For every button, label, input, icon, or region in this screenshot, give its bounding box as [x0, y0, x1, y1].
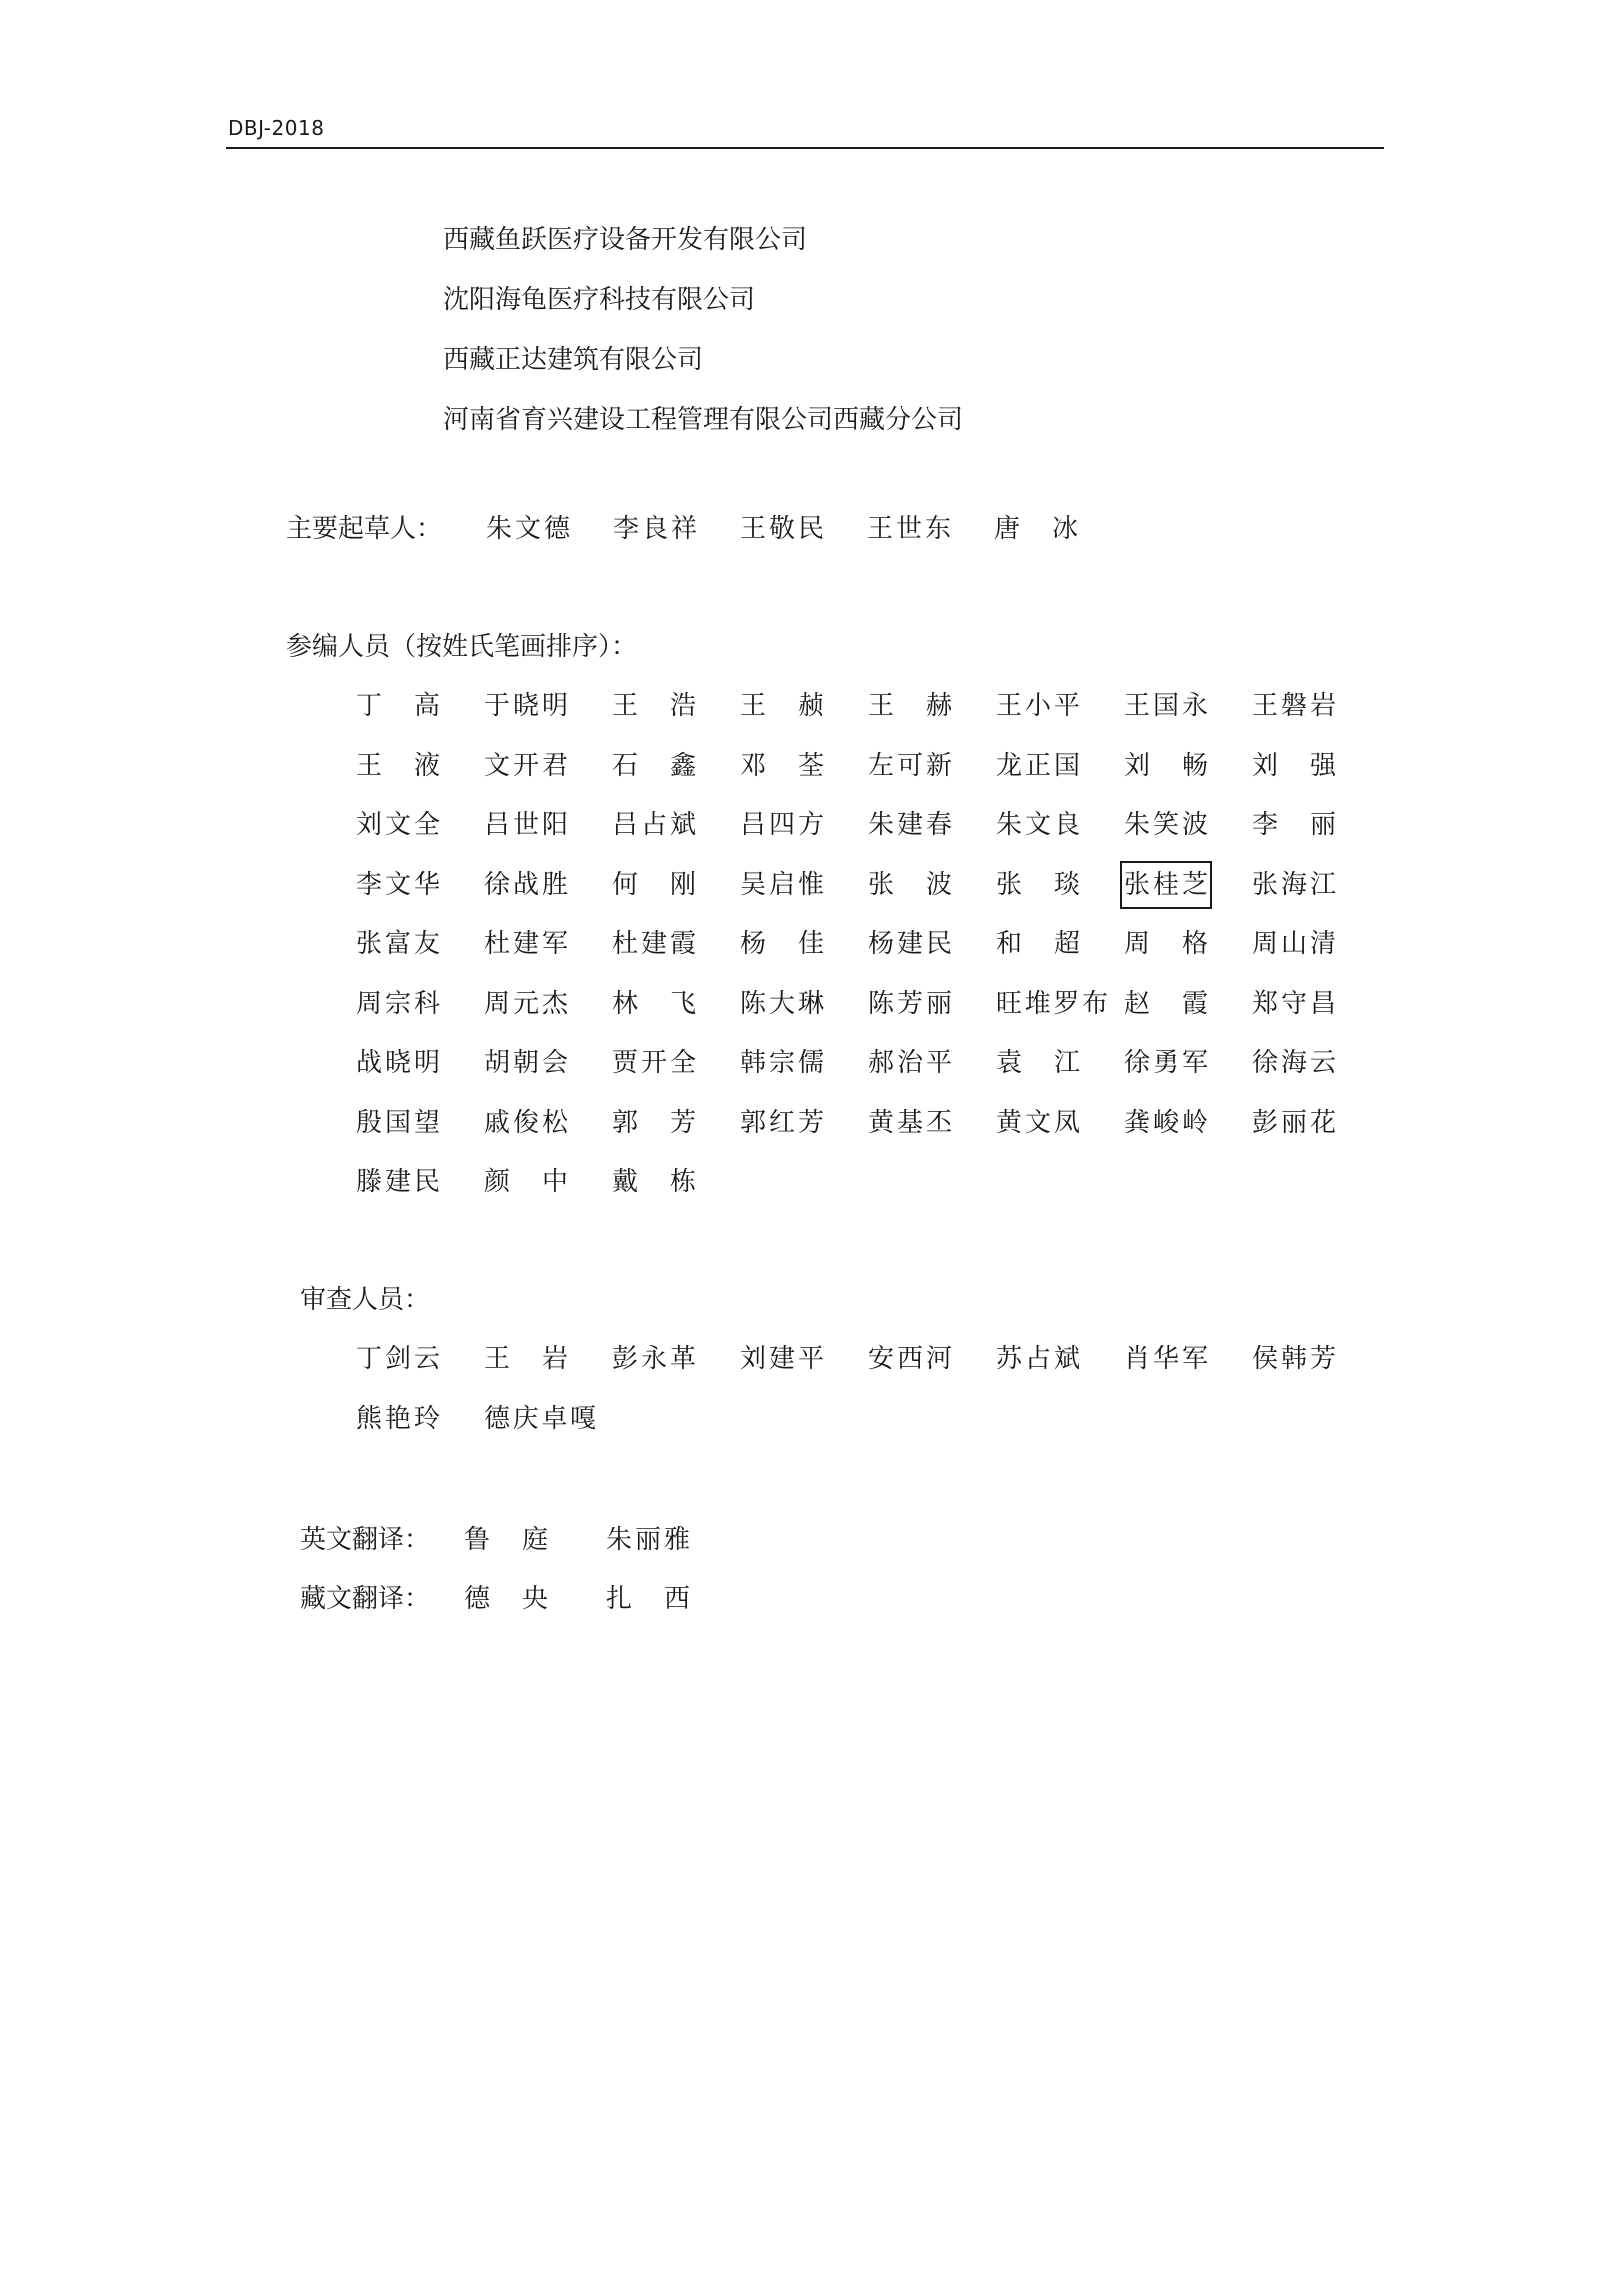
person-name-text: 韩宗儒 — [740, 1048, 824, 1078]
person-name — [1252, 1339, 1380, 1379]
person-name — [356, 1162, 484, 1202]
person-name — [1124, 924, 1252, 964]
person-name-text: 彭永革 — [612, 1344, 696, 1374]
person-name — [996, 865, 1124, 905]
person-name-text: 殷国望 — [356, 1107, 440, 1138]
person-name-text: 郑守昌 — [1252, 988, 1336, 1019]
person-name — [996, 984, 1124, 1024]
person-name-text: 林飞 — [612, 988, 696, 1019]
person-name — [612, 1043, 740, 1083]
person-name — [1124, 1339, 1252, 1379]
person-name-text: 戚俊松 — [484, 1107, 568, 1138]
person-name-text: 龙正国 — [996, 750, 1080, 781]
person-name-text: 朱建春 — [868, 810, 952, 840]
person-name-text: 贾开全 — [612, 1048, 696, 1078]
person-name — [740, 1339, 868, 1379]
person-name — [612, 924, 740, 964]
person-name — [740, 686, 868, 726]
organization-item: 西藏鱼跃医疗设备开发有限公司 — [443, 225, 808, 255]
person-name — [612, 686, 740, 726]
person-name-text: 龚峻岭 — [1124, 1107, 1208, 1138]
header-rule — [226, 147, 1384, 149]
person-name — [868, 1043, 996, 1083]
person-name — [996, 686, 1124, 726]
person-name-text: 吕四方 — [740, 810, 824, 840]
person-name-text: 刘畅 — [1124, 750, 1208, 781]
person-name — [740, 865, 868, 905]
person-name-text: 张海江 — [1252, 869, 1336, 900]
person-name-text: 刘强 — [1252, 750, 1336, 781]
person-name — [740, 746, 868, 786]
person-name — [740, 805, 868, 845]
person-name — [996, 746, 1124, 786]
person-name — [740, 1043, 868, 1083]
person-name-text: 肖华军 — [1124, 1344, 1208, 1374]
translator-name: 鲁庭 — [464, 1525, 548, 1555]
translator-name: 扎西 — [606, 1584, 690, 1614]
contributors-grid — [356, 686, 1380, 1222]
person-name-text: 李文华 — [356, 869, 440, 900]
person-name-text: 王磐岩 — [1252, 691, 1336, 721]
person-name — [484, 1103, 612, 1143]
drafters-label: 主要起草人： — [286, 514, 443, 544]
person-name — [1124, 686, 1252, 726]
person-name-text: 陈芳丽 — [868, 988, 952, 1019]
person-name-text: 彭丽花 — [1252, 1107, 1336, 1138]
person-name — [740, 984, 868, 1024]
person-name — [1124, 746, 1252, 786]
person-name — [868, 984, 996, 1024]
person-name-text: 丁高 — [356, 691, 440, 721]
person-name-text: 徐勇军 — [1124, 1048, 1208, 1078]
translator-name: 朱丽雅 — [606, 1525, 690, 1555]
person-name-text: 张琰 — [996, 869, 1080, 900]
person-name — [740, 924, 868, 964]
person-name-text: 周山清 — [1252, 929, 1336, 959]
reviewers-label: 审查人员： — [300, 1285, 431, 1315]
person-name — [612, 1103, 740, 1143]
person-name — [868, 805, 996, 845]
person-name-text: 侯韩芳 — [1252, 1344, 1336, 1374]
person-name-text: 李丽 — [1252, 810, 1336, 840]
organization-item: 西藏正达建筑有限公司 — [443, 345, 704, 375]
person-name — [996, 805, 1124, 845]
person-name — [1252, 746, 1380, 786]
person-name — [1252, 1103, 1380, 1143]
person-name-text: 战晓明 — [356, 1048, 440, 1078]
drafter-name: 朱文德 — [486, 514, 570, 544]
organization-list — [443, 210, 963, 450]
reviewers-grid — [356, 1339, 1380, 1458]
person-name-text: 张桂芝 — [1124, 865, 1208, 905]
person-name — [484, 1043, 612, 1083]
drafter-name: 王敬民 — [740, 514, 824, 544]
person-name-text: 徐海云 — [1252, 1048, 1336, 1078]
person-name — [1252, 865, 1380, 905]
person-name — [356, 924, 484, 964]
person-name — [356, 1339, 484, 1379]
person-name — [484, 805, 612, 845]
person-name-text: 熊艳玲 — [356, 1403, 440, 1434]
person-name-text: 胡朝会 — [484, 1048, 568, 1078]
person-name-text: 刘建平 — [740, 1344, 824, 1374]
person-name-text: 朱笑波 — [1124, 810, 1208, 840]
person-name-text: 杨建民 — [868, 929, 952, 959]
person-name-text: 张富友 — [356, 929, 440, 959]
person-name — [612, 1162, 740, 1202]
person-name-text: 郭红芳 — [740, 1107, 824, 1138]
person-name-text: 郝治平 — [868, 1048, 952, 1078]
english-translators-row — [300, 1520, 748, 1560]
person-name — [868, 924, 996, 964]
tibetan-translators-row — [300, 1579, 748, 1619]
drafter-name: 唐冰 — [994, 514, 1078, 544]
person-name-text: 郭芳 — [612, 1107, 696, 1138]
person-name-text: 王赪 — [740, 691, 824, 721]
person-name — [1252, 686, 1380, 726]
person-name-text: 张波 — [868, 869, 952, 900]
person-name-text: 黄文凤 — [996, 1107, 1080, 1138]
person-name — [996, 1339, 1124, 1379]
person-name-text: 德庆卓嘎 — [484, 1403, 596, 1434]
person-name-text: 王浩 — [612, 691, 696, 721]
person-name — [484, 1162, 612, 1202]
english-translators-label: 英文翻译： — [300, 1525, 431, 1555]
person-name — [484, 746, 612, 786]
drafters-list — [486, 509, 1121, 549]
person-name — [484, 686, 612, 726]
person-name-text: 于晓明 — [484, 691, 568, 721]
person-name-text: 安西河 — [868, 1344, 952, 1374]
person-name — [1252, 805, 1380, 845]
person-name-text: 徐战胜 — [484, 869, 568, 900]
person-name-text: 文开君 — [484, 750, 568, 781]
person-name — [868, 686, 996, 726]
person-name-text: 杜建军 — [484, 929, 568, 959]
person-name — [996, 1103, 1124, 1143]
person-name-text: 吴启惟 — [740, 869, 824, 900]
person-name-text: 左可新 — [868, 750, 952, 781]
person-name-text: 杨佳 — [740, 929, 824, 959]
person-name — [868, 865, 996, 905]
person-name-text: 周格 — [1124, 929, 1208, 959]
person-name-text: 和超 — [996, 929, 1080, 959]
organization-item: 沈阳海龟医疗科技有限公司 — [443, 285, 756, 315]
person-name-text: 吕占斌 — [612, 810, 696, 840]
person-name-text: 袁江 — [996, 1048, 1080, 1078]
person-name — [1252, 984, 1380, 1024]
person-name — [484, 1339, 612, 1379]
person-name — [356, 746, 484, 786]
person-name-text: 邓荃 — [740, 750, 824, 781]
person-name-text: 黄基丕 — [868, 1107, 952, 1138]
person-name — [1124, 1103, 1252, 1143]
person-name-text: 周元杰 — [484, 988, 568, 1019]
person-name — [868, 746, 996, 786]
person-name — [356, 1399, 484, 1439]
person-name — [1124, 865, 1252, 905]
organization-item: 河南省育兴建设工程管理有限公司西藏分公司 — [443, 405, 964, 435]
person-name-text: 何刚 — [612, 869, 696, 900]
person-name — [612, 865, 740, 905]
person-name-text: 刘文全 — [356, 810, 440, 840]
person-name-text: 王液 — [356, 750, 440, 781]
document-code: DBJ-2018 — [228, 116, 325, 140]
person-name — [484, 924, 612, 964]
person-name-text: 陈大琳 — [740, 988, 824, 1019]
person-name — [356, 865, 484, 905]
person-name-text: 戴栋 — [612, 1167, 696, 1197]
person-name — [1124, 984, 1252, 1024]
contributors-label: 参编人员（按姓氏笔画排序）： — [286, 632, 638, 662]
person-name-text: 王小平 — [996, 691, 1080, 721]
person-name — [612, 984, 740, 1024]
person-name — [612, 805, 740, 845]
person-name-text: 石鑫 — [612, 750, 696, 781]
person-name — [484, 984, 612, 1024]
person-name — [484, 865, 612, 905]
person-name — [356, 686, 484, 726]
person-name-text: 杜建霞 — [612, 929, 696, 959]
person-name-text: 赵霞 — [1124, 988, 1208, 1019]
person-name-text: 滕建民 — [356, 1167, 440, 1197]
person-name-text: 王岩 — [484, 1344, 568, 1374]
person-name-text: 苏占斌 — [996, 1344, 1080, 1374]
person-name-text: 旺堆罗布 — [996, 988, 1108, 1019]
translator-name: 德央 — [464, 1584, 548, 1614]
person-name — [356, 1043, 484, 1083]
person-name-text: 朱文良 — [996, 810, 1080, 840]
person-name — [612, 746, 740, 786]
person-name — [356, 805, 484, 845]
person-name-text: 王赫 — [868, 691, 952, 721]
person-name — [868, 1103, 996, 1143]
person-name — [612, 1339, 740, 1379]
drafter-name: 李良祥 — [613, 514, 697, 544]
drafter-name: 王世东 — [867, 514, 951, 544]
person-name — [1252, 924, 1380, 964]
person-name-text: 颜中 — [484, 1167, 568, 1197]
person-name — [484, 1399, 612, 1439]
person-name-text: 周宗科 — [356, 988, 440, 1019]
person-name-text: 吕世阳 — [484, 810, 568, 840]
person-name — [1124, 1043, 1252, 1083]
person-name — [356, 984, 484, 1024]
tibetan-translators-label: 藏文翻译： — [300, 1584, 431, 1614]
person-name — [996, 1043, 1124, 1083]
person-name — [740, 1103, 868, 1143]
person-name-text: 王国永 — [1124, 691, 1208, 721]
person-name — [356, 1103, 484, 1143]
person-name — [1252, 1043, 1380, 1083]
person-name — [996, 924, 1124, 964]
person-name — [1124, 805, 1252, 845]
person-name — [868, 1339, 996, 1379]
person-name-text: 丁剑云 — [356, 1344, 440, 1374]
